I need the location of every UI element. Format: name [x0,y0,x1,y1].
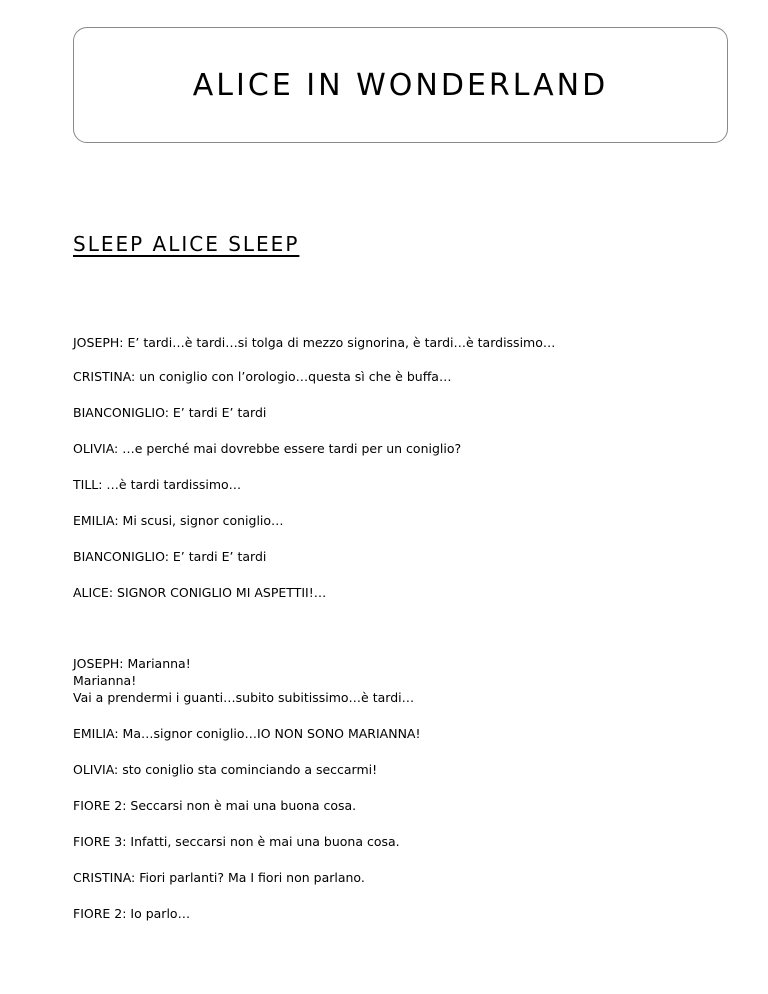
script-line: JOSEPH: E’ tardi…è tardi…si tolga di mezzo signorina, è tardi…è tardissimo… [73,335,556,350]
script-line: BIANCONIGLIO: E’ tardi E’ tardi [73,549,267,564]
script-line: FIORE 2: Io parlo… [73,906,191,921]
document-title: ALICE IN WONDERLAND [192,67,609,103]
script-line: FIORE 2: Seccarsi non è mai una buona cosa. [73,798,357,813]
script-line: EMILIA: Ma…signor coniglio…IO NON SONO MARIANNA! [73,726,421,741]
title-box [73,27,728,143]
script-line: ALICE: SIGNOR CONIGLIO MI ASPETTII!… [73,585,327,600]
section-heading: SLEEP ALICE SLEEP [73,232,300,256]
script-line: EMILIA: Mi scusi, signor coniglio… [73,513,284,528]
script-line: FIORE 3: Infatti, seccarsi non è mai una buona cosa. [73,834,400,849]
script-line: CRISTINA: Fiori parlanti? Ma I fiori non parlano. [73,870,365,885]
script-line: CRISTINA: un coniglio con l’orologio…questa sì che è buffa… [73,369,452,384]
script-line: BIANCONIGLIO: E’ tardi E’ tardi [73,405,267,420]
script-line: JOSEPH: Marianna! [73,656,191,671]
script-line: Vai a prendermi i guanti…subito subitissimo…è tardi… [73,690,415,705]
script-line: TILL: …è tardi tardissimo… [73,477,242,492]
script-line: OLIVIA: …e perché mai dovrebbe essere tardi per un coniglio? [73,441,462,456]
script-line: OLIVIA: sto coniglio sta cominciando a seccarmi! [73,762,378,777]
script-line: Marianna! [73,673,137,688]
